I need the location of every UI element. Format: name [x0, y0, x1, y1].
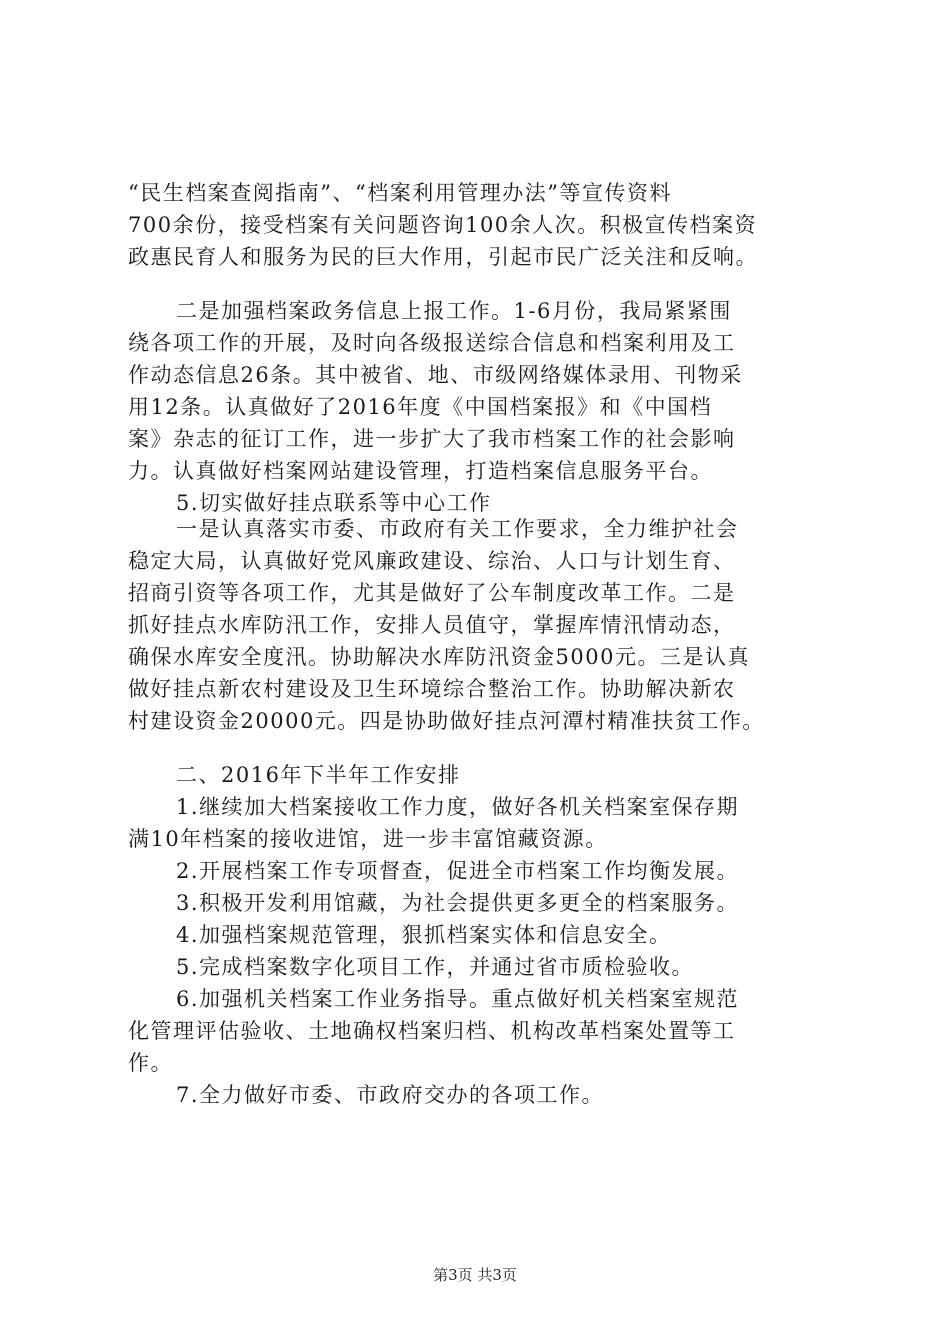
text-line: 村建设资金20000元。四是协助做好挂点河潭村精准扶贫工作。	[128, 709, 765, 733]
text-line: 政惠民育人和服务为民的巨大作用，引起市民广泛关注和反响。	[128, 245, 758, 269]
text-line: 作动态信息26条。其中被省、地、市级网络媒体录用、刊物采	[128, 363, 743, 387]
text-line: 案》杂志的征订工作，进一步扩大了我市档案工作的社会影响	[128, 427, 736, 451]
text-line: 确保水库安全度汛。协助解决水库防汛资金5000元。三是认真	[128, 645, 750, 669]
text-line: 一是认真落实市委、市政府有关工作要求，全力维护社会	[176, 517, 739, 541]
text-line: 抓好挂点水库防汛工作，安排人员值守，掌握库情汛情动态，	[128, 613, 736, 637]
section-heading: 5.切实做好挂点联系等中心工作	[176, 491, 492, 515]
text-line: 招商引资等各项工作，尤其是做好了公车制度改革工作。二是	[128, 581, 736, 605]
text-line: 稳定大局，认真做好党风廉政建设、综治、人口与计划生育、	[128, 549, 736, 573]
list-item: 1.继续加大档案接收工作力度，做好各机关档案室保存期	[176, 795, 740, 819]
text-line: 用12条。认真做好了2016年度《中国档案报》和《中国档	[128, 395, 713, 419]
list-item: 2.开展档案工作专项督查，促进全市档案工作均衡发展。	[176, 859, 740, 883]
list-item: 4.加强档案规范管理，狠抓档案实体和信息安全。	[176, 923, 672, 947]
list-item: 6.加强机关档案工作业务指导。重点做好机关档案室规范	[176, 987, 740, 1011]
text-line: 二是加强档案政务信息上报工作。1-6月份，我局紧紧围	[176, 299, 732, 323]
page-number: 第3页 共3页	[433, 1266, 517, 1284]
list-item-continuation: 化管理评估验收、土地确权档案归档、机构改革档案处置等工	[128, 1019, 736, 1043]
list-item-continuation: 满10年档案的接收进馆，进一步丰富馆藏资源。	[128, 827, 608, 851]
text-line: 力。认真做好档案网站建设管理，打造档案信息服务平台。	[128, 459, 713, 483]
list-item: 3.积极开发利用馆藏，为社会提供更多更全的档案服务。	[176, 891, 740, 915]
text-line: 700余份，接受档案有关问题咨询100余人次。积极宣传档案资	[128, 213, 758, 237]
text-line: “民生档案查阅指南”、“档案利用管理办法”等宣传资料	[128, 181, 672, 205]
text-line: 做好挂点新农村建设及卫生环境综合整治工作。协助解决新农	[128, 677, 736, 701]
list-item: 7.全力做好市委、市政府交办的各项工作。	[176, 1083, 605, 1107]
text-line: 绕各项工作的开展，及时向各级报送综合信息和档案利用及工	[128, 331, 736, 355]
list-item: 5.完成档案数字化项目工作，并通过省市质检验收。	[176, 955, 695, 979]
list-item-continuation: 作。	[128, 1051, 173, 1075]
section-heading: 二、2016年下半年工作安排	[176, 763, 461, 787]
